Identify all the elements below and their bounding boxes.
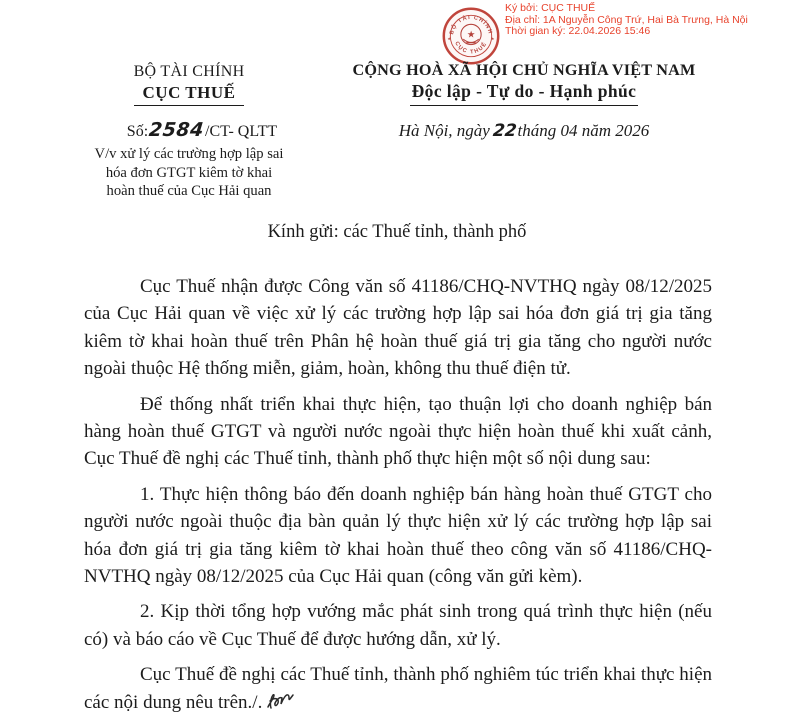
handwritten-initials-icon bbox=[264, 690, 300, 712]
department-name: CỤC THUẾ bbox=[134, 83, 245, 106]
ministry-name: BỘ TÀI CHÍNH bbox=[133, 63, 245, 80]
body-paragraph-5-text: Cục Thuế đề nghị các Thuế tỉnh, thành phố nghiêm túc triển khai thực hiện các nội dung nêu trên./. bbox=[84, 664, 712, 713]
issuing-agency-block bbox=[68, 63, 310, 201]
date-prefix: Hà Nội, ngày bbox=[398, 121, 490, 140]
letter-body bbox=[84, 273, 712, 724]
date-suffix: tháng 04 năm 2026 bbox=[517, 121, 650, 140]
document-number bbox=[68, 119, 310, 141]
body-paragraph-2 bbox=[84, 391, 712, 473]
subject-line: hóa đơn GTGT kiêm tờ khai bbox=[105, 164, 273, 181]
body-paragraph-3-text: 1. Thực hiện thông báo đến doanh nghiệp bán hàng hoàn thuế GTGT cho người nước ngoài thuộc địa bàn quản lý thực hiện xử lý các trường hợp lập sai hóa đơn giá trị gia tăng kiêm tờ khai hoàn thuế theo công văn số 41186/CHQ-NVTHQ ngày 08/12/2025 của Cục Hải quan (công văn gửi kèm). bbox=[84, 483, 712, 588]
body-paragraph-3 bbox=[84, 481, 712, 591]
document-subject bbox=[68, 145, 310, 201]
subject-line: hoàn thuế của Cục Hải quan bbox=[106, 183, 272, 200]
body-paragraph-4-text: 2. Kịp thời tổng hợp vướng mắc phát sinh trong quá trình thực hiện (nếu có) và báo cáo về Cục Thuế để được hướng dẫn, xử lý. bbox=[84, 601, 712, 650]
country-title: CỘNG HOÀ XÃ HỘI CHỦ NGHĨA VIỆT NAM bbox=[352, 61, 696, 79]
national-motto: Độc lập - Tự do - Hạnh phúc bbox=[410, 81, 639, 106]
body-paragraph-4 bbox=[84, 598, 712, 653]
seal-star-icon: ★ bbox=[466, 30, 476, 41]
subject-line: V/v xử lý các trường hợp lập sai bbox=[94, 146, 284, 162]
body-paragraph-1 bbox=[84, 273, 712, 383]
official-seal-icon bbox=[441, 6, 501, 66]
signature-signer: Ký bởi: CỤC THUẾ bbox=[505, 2, 596, 14]
signature-time: Thời gian ký: 22.04.2026 15:46 bbox=[505, 25, 651, 37]
seal-top-text: BỘ TÀI CHÍNH bbox=[449, 14, 493, 36]
doc-number-label: Số: bbox=[126, 123, 149, 140]
place-date-line bbox=[328, 121, 720, 141]
doc-number-handwritten: 2584 bbox=[147, 119, 206, 141]
seal-right-star-icon: ★ bbox=[490, 36, 495, 42]
signature-address: Địa chỉ: 1A Nguyễn Công Trứ, Hai Bà Trưng, Hà Nội bbox=[505, 13, 748, 26]
body-paragraph-2-text: Để thống nhất triển khai thực hiện, tạo thuận lợi cho doanh nghiệp bán hàng hoàn thuế GTGT và người nước ngoài thực hiện hoàn thuế khi xuất cảnh, Cục Thuế đề nghị các Thuế tỉnh, thành phố thực hiện một số nội dung sau: bbox=[84, 393, 712, 470]
date-day-handwritten: 22 bbox=[491, 121, 518, 141]
recipient-line: Kính gửi: các Thuế tỉnh, thành phố bbox=[267, 222, 527, 242]
doc-number-suffix: /CT- QLTT bbox=[205, 123, 278, 140]
body-paragraph-1-text: Cục Thuế nhận được Công văn số 41186/CHQ-NVTHQ ngày 08/12/2025 của Cục Hải quan về việc xử lý các trường hợp lập sai hóa đơn giá trị gia tăng kiêm tờ khai hoàn thuế trên Phân hệ hoàn thuế giá trị gia tăng cho người nước ngoài thuộc Hệ thống miễn, giảm, hoàn, không thu thuế điện tử. bbox=[84, 276, 712, 380]
seal-left-star-icon: ★ bbox=[447, 36, 452, 42]
body-paragraph-5 bbox=[84, 661, 712, 716]
national-heading-block bbox=[328, 61, 720, 141]
seal-bottom-text: CỤC THUẾ bbox=[453, 40, 489, 56]
seal-emblem-icon bbox=[441, 6, 501, 66]
digital-signature-info bbox=[505, 3, 748, 38]
